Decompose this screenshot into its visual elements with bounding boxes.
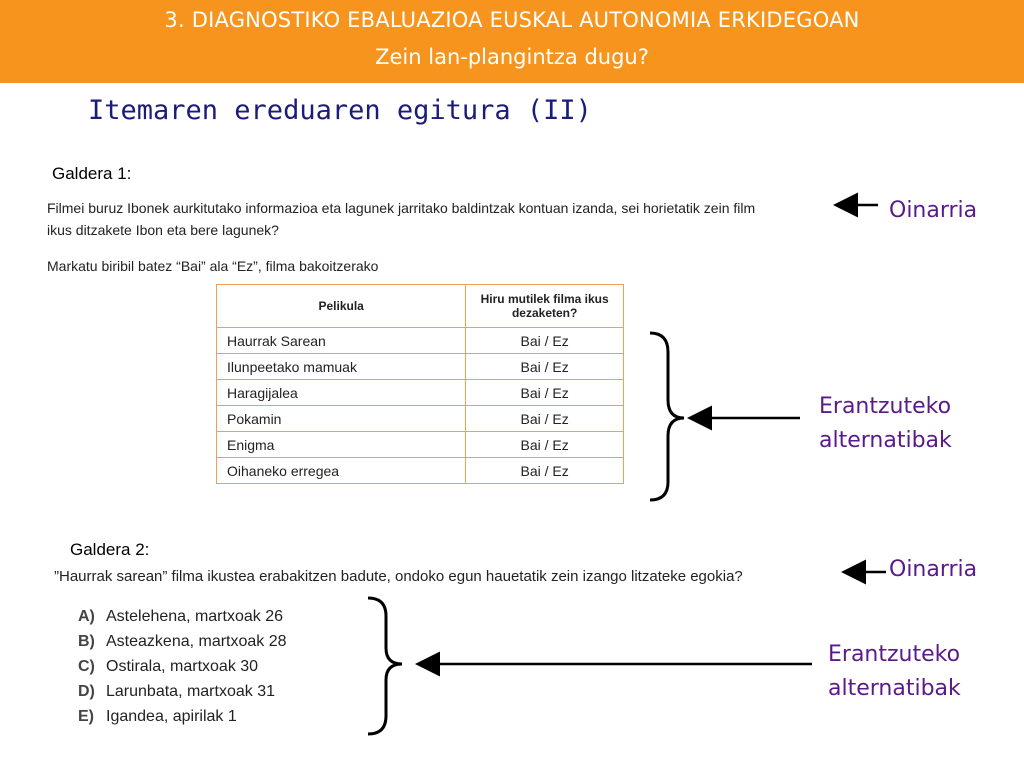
film-name: Haragijalea <box>217 380 466 406</box>
annotation-line: Erantzuteko <box>828 642 961 667</box>
film-name: Oihaneko erregea <box>217 458 466 484</box>
annotation-line: alternatibak <box>828 676 961 701</box>
option-letter: A) <box>78 608 95 625</box>
slide-title: Itemaren ereduaren egitura (II) <box>88 95 592 126</box>
question-2-text: ”Haurrak sarean” filma ikustea erabakitzen badute, ondoko egun hauetatik zein izango litzateke egokia? <box>54 568 743 585</box>
answer-choice[interactable]: Bai / Ez <box>466 432 624 458</box>
film-name: Haurrak Sarean <box>217 328 466 354</box>
option-letter: B) <box>78 633 95 650</box>
option-letter: E) <box>78 708 94 725</box>
question-1-label: Galdera 1: <box>52 164 132 183</box>
option-text: Ostirala, martxoak 30 <box>106 658 259 675</box>
header-title: 3. DIAGNOSTIKO EBALUAZIOA EUSKAL AUTONOMIA ERKIDEGOAN <box>164 8 860 32</box>
option-letter: C) <box>78 658 95 675</box>
annotation-oinarria-2: Oinarria <box>889 557 978 582</box>
option-letter: D) <box>78 683 95 700</box>
answer-choice[interactable]: Bai / Ez <box>466 328 624 354</box>
option-text: Igandea, apirilak 1 <box>106 708 237 725</box>
question-1-instruction: Markatu biribil batez “Bai” ala “Ez”, filma bakoitzerako <box>47 258 379 274</box>
question-2-label: Galdera 2: <box>70 540 150 559</box>
header-subtitle: Zein lan-plangintza dugu? <box>375 45 649 69</box>
option-text: Asteazkena, martxoak 28 <box>106 633 287 650</box>
option-text: Larunbata, martxoak 31 <box>106 683 275 700</box>
annotation-line: alternatibak <box>819 428 952 453</box>
table-header-answer: Hiru mutilek filma ikus dezaketen? <box>466 285 624 328</box>
answer-choice[interactable]: Bai / Ez <box>466 380 624 406</box>
answer-choice[interactable]: Bai / Ez <box>466 406 624 432</box>
film-name: Ilunpeetako mamuak <box>217 354 466 380</box>
question-1-text-line-1: Filmei buruz Ibonek aurkitutako informazioa eta lagunek jarritako baldintzak kontuan izanda, sei horietatik zein film <box>47 200 756 216</box>
answer-choice[interactable]: Bai / Ez <box>466 354 624 380</box>
option-text: Astelehena, martxoak 26 <box>106 608 283 625</box>
film-name: Enigma <box>217 432 466 458</box>
brace-right-1 <box>650 333 684 500</box>
brace-right-2 <box>368 598 402 734</box>
annotation-line: Erantzuteko <box>819 394 952 419</box>
film-name: Pokamin <box>217 406 466 432</box>
question-1-text-line-2: ikus ditzakete Ibon eta bere lagunek? <box>47 222 279 238</box>
table-header-film: Pelikula <box>217 285 466 328</box>
answer-choice[interactable]: Bai / Ez <box>466 458 624 484</box>
annotation-oinarria-1: Oinarria <box>889 198 978 223</box>
